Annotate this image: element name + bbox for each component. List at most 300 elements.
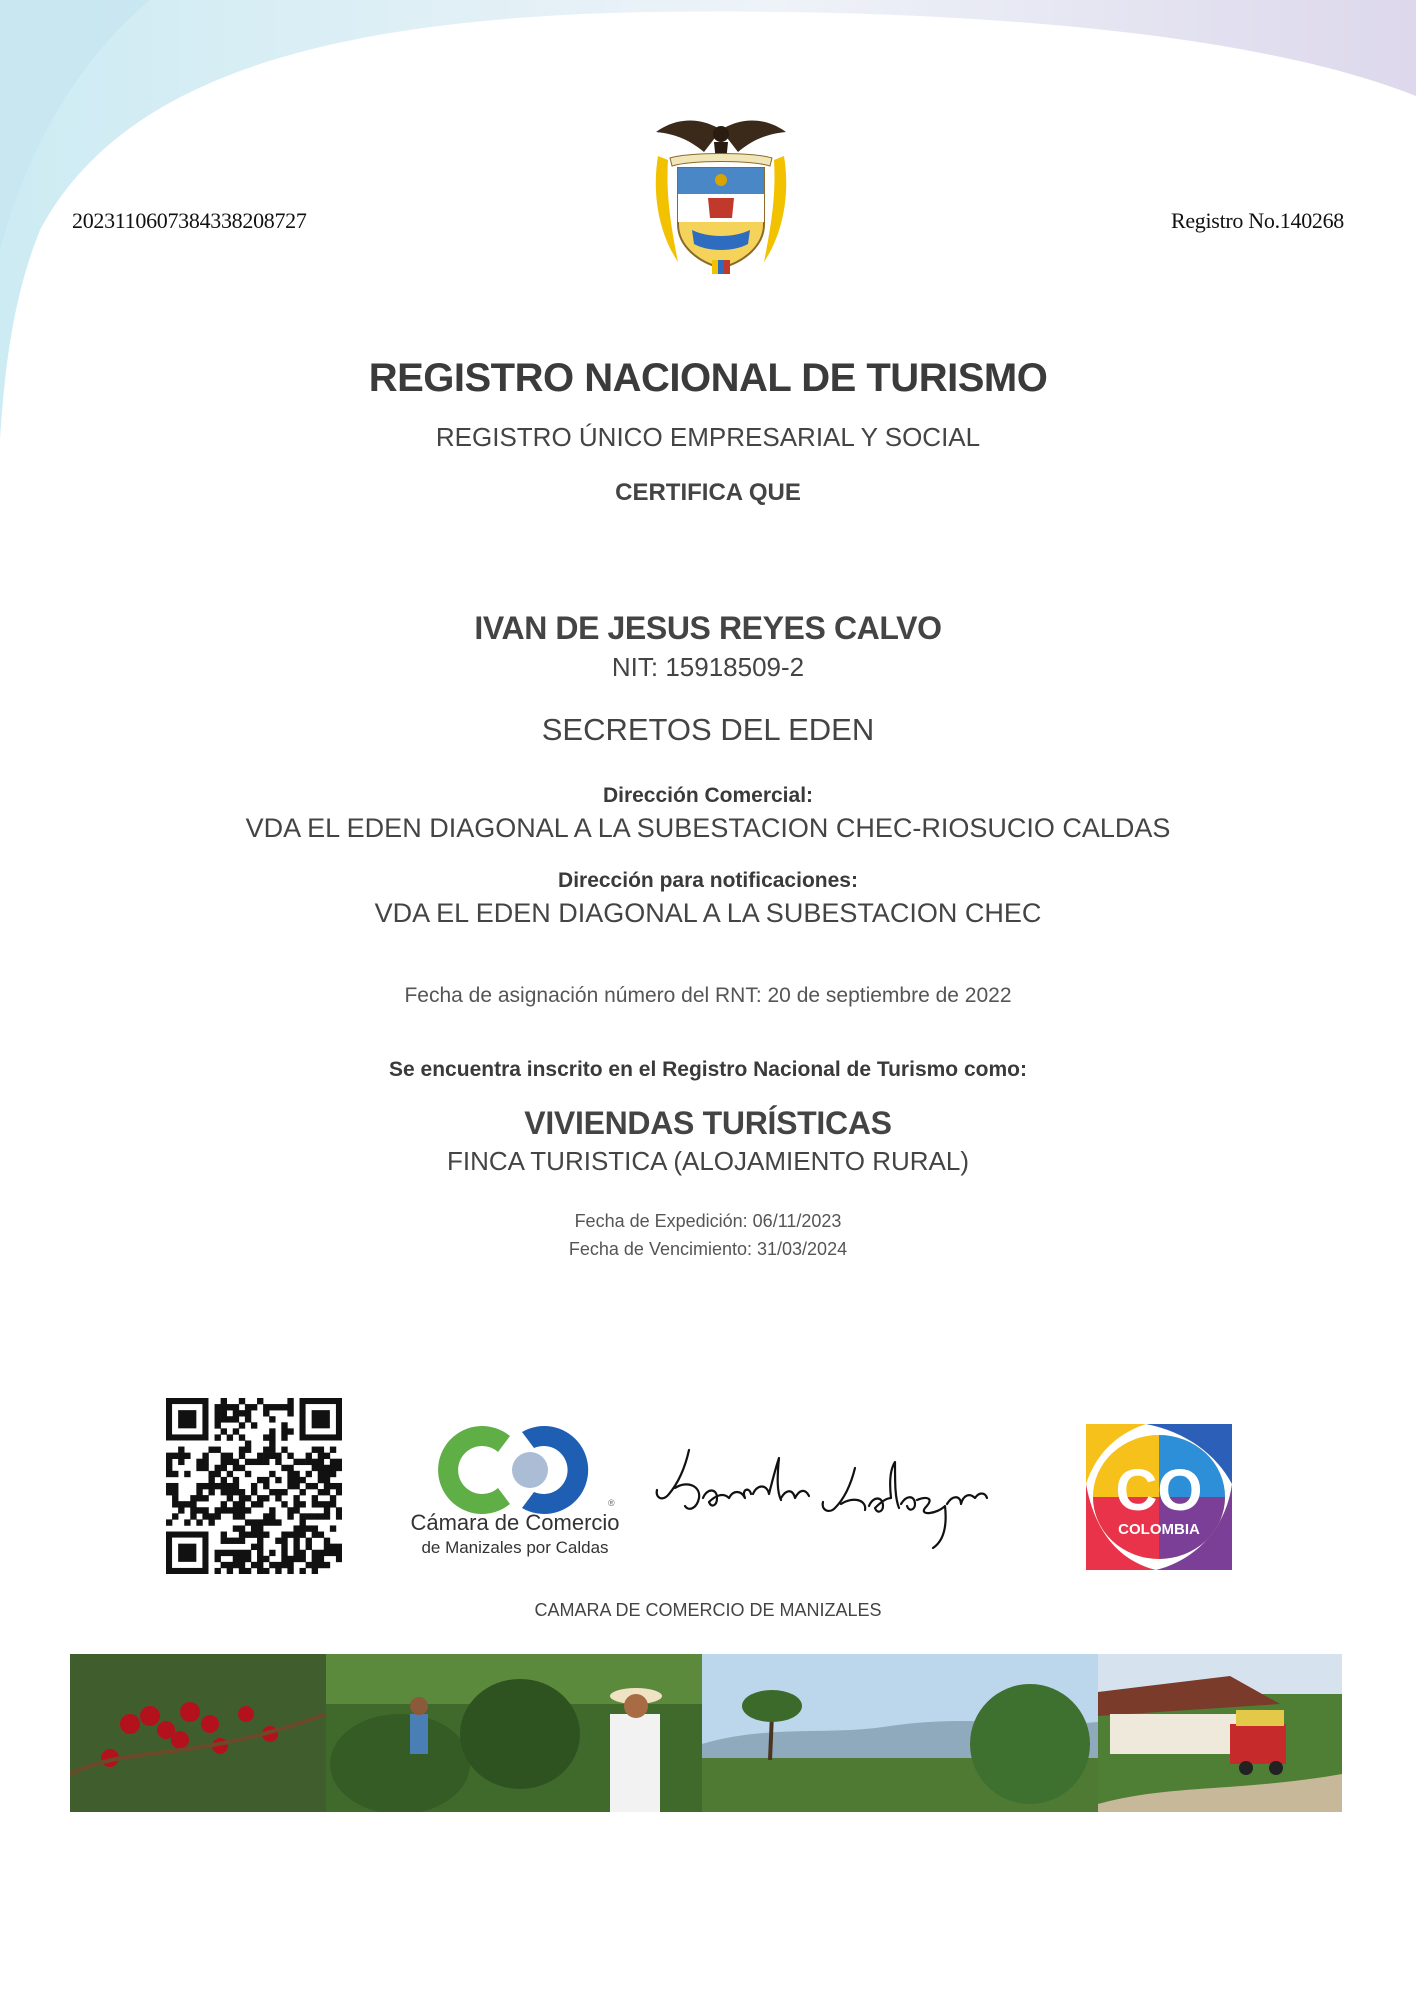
qr-module bbox=[190, 1501, 196, 1507]
qr-module bbox=[263, 1513, 269, 1519]
qr-module bbox=[251, 1562, 257, 1568]
qr-module bbox=[257, 1525, 263, 1531]
qr-module bbox=[281, 1434, 287, 1440]
qr-module bbox=[227, 1471, 233, 1477]
qr-module bbox=[251, 1404, 257, 1410]
qr-module bbox=[239, 1501, 245, 1507]
qr-module bbox=[336, 1483, 342, 1489]
qr-module bbox=[208, 1513, 214, 1519]
qr-module bbox=[239, 1568, 245, 1574]
qr-module bbox=[227, 1550, 233, 1556]
qr-module bbox=[330, 1471, 336, 1477]
qr-module bbox=[330, 1550, 336, 1556]
qr-module bbox=[239, 1513, 245, 1519]
qr-module bbox=[227, 1538, 233, 1544]
qr-module bbox=[227, 1483, 233, 1489]
qr-module bbox=[245, 1459, 251, 1465]
qr-module bbox=[287, 1513, 293, 1519]
qr-module bbox=[306, 1453, 312, 1459]
qr-module bbox=[215, 1513, 221, 1519]
document-number: 2023110607384338208727 bbox=[72, 208, 307, 233]
qr-module bbox=[245, 1519, 251, 1525]
qr-module bbox=[239, 1562, 245, 1568]
qr-module bbox=[221, 1562, 227, 1568]
qr-module bbox=[196, 1459, 202, 1465]
qr-module bbox=[300, 1568, 306, 1574]
qr-module bbox=[312, 1568, 318, 1574]
qr-module bbox=[239, 1434, 245, 1440]
qr-module bbox=[221, 1416, 227, 1422]
qr-module bbox=[233, 1483, 239, 1489]
qr-module bbox=[336, 1465, 342, 1471]
qr-module bbox=[312, 1501, 318, 1507]
qr-module bbox=[275, 1477, 281, 1483]
qr-module bbox=[306, 1525, 312, 1531]
qr-module bbox=[269, 1428, 275, 1434]
qr-module bbox=[324, 1501, 330, 1507]
qr-module bbox=[196, 1489, 202, 1495]
qr-module bbox=[233, 1465, 239, 1471]
qr-module bbox=[245, 1550, 251, 1556]
qr-module bbox=[227, 1562, 233, 1568]
qr-module bbox=[190, 1513, 196, 1519]
qr-module bbox=[245, 1471, 251, 1477]
qr-module bbox=[287, 1556, 293, 1562]
qr-module bbox=[293, 1538, 299, 1544]
qr-module bbox=[269, 1404, 275, 1410]
qr-module bbox=[306, 1538, 312, 1544]
qr-module bbox=[324, 1550, 330, 1556]
qr-module bbox=[263, 1568, 269, 1574]
qr-module bbox=[245, 1532, 251, 1538]
qr-module bbox=[336, 1550, 342, 1556]
qr-module bbox=[306, 1562, 312, 1568]
colombia-co-logo bbox=[1086, 1424, 1232, 1570]
qr-module bbox=[269, 1519, 275, 1525]
qr-module bbox=[233, 1410, 239, 1416]
qr-module bbox=[293, 1471, 299, 1477]
qr-module bbox=[245, 1440, 251, 1446]
qr-module bbox=[336, 1556, 342, 1562]
qr-module bbox=[208, 1483, 214, 1489]
qr-module bbox=[221, 1453, 227, 1459]
qr-module bbox=[251, 1532, 257, 1538]
qr-module bbox=[287, 1477, 293, 1483]
notification-address-value: VDA EL EDEN DIAGONAL A LA SUBESTACION CHEC bbox=[374, 898, 1042, 928]
qr-module bbox=[245, 1495, 251, 1501]
qr-module bbox=[251, 1544, 257, 1550]
qr-module bbox=[275, 1538, 281, 1544]
qr-module bbox=[221, 1477, 227, 1483]
qr-module bbox=[215, 1550, 221, 1556]
qr-module bbox=[300, 1525, 306, 1531]
qr-module bbox=[221, 1459, 227, 1465]
qr-module bbox=[257, 1568, 263, 1574]
qr-module bbox=[269, 1507, 275, 1513]
qr-module bbox=[215, 1568, 221, 1574]
qr-module bbox=[221, 1550, 227, 1556]
camara-comercio-name: Cámara de Comercio bbox=[410, 1510, 620, 1535]
qr-module bbox=[275, 1404, 281, 1410]
qr-module bbox=[233, 1556, 239, 1562]
qr-module bbox=[178, 1447, 184, 1453]
qr-module bbox=[202, 1459, 208, 1465]
qr-module bbox=[306, 1544, 312, 1550]
qr-module bbox=[293, 1556, 299, 1562]
qr-module bbox=[275, 1495, 281, 1501]
qr-module bbox=[221, 1465, 227, 1471]
qr-module bbox=[215, 1471, 221, 1477]
certifica-heading: CERTIFICA QUE bbox=[615, 479, 801, 506]
qr-module bbox=[245, 1416, 251, 1422]
qr-module bbox=[293, 1459, 299, 1465]
qr-module bbox=[221, 1483, 227, 1489]
qr-module bbox=[318, 1532, 324, 1538]
qr-module bbox=[287, 1404, 293, 1410]
qr-module bbox=[281, 1447, 287, 1453]
qr-module bbox=[281, 1501, 287, 1507]
qr-module bbox=[306, 1471, 312, 1477]
qr-module bbox=[269, 1453, 275, 1459]
qr-module bbox=[324, 1507, 330, 1513]
qr-module bbox=[221, 1538, 227, 1544]
qr-module bbox=[312, 1459, 318, 1465]
qr-module bbox=[227, 1453, 233, 1459]
qr-module bbox=[215, 1422, 221, 1428]
qr-module bbox=[233, 1428, 239, 1434]
qr-module bbox=[318, 1447, 324, 1453]
qr-module bbox=[251, 1501, 257, 1507]
qr-module bbox=[300, 1489, 306, 1495]
qr-module bbox=[257, 1532, 263, 1538]
qr-module bbox=[172, 1483, 178, 1489]
qr-module bbox=[215, 1410, 221, 1416]
qr-module bbox=[178, 1459, 184, 1465]
qr-module bbox=[257, 1459, 263, 1465]
qr-module bbox=[239, 1556, 245, 1562]
qr-module bbox=[318, 1471, 324, 1477]
qr-module bbox=[312, 1495, 318, 1501]
qr-module bbox=[275, 1459, 281, 1465]
qr-module bbox=[251, 1459, 257, 1465]
qr-module bbox=[281, 1562, 287, 1568]
qr-module bbox=[245, 1507, 251, 1513]
qr-module bbox=[287, 1532, 293, 1538]
qr-module bbox=[330, 1495, 336, 1501]
qr-module bbox=[215, 1556, 221, 1562]
rnt-assignment-date: Fecha de asignación número del RNT: 20 de septiembre de 2022 bbox=[404, 984, 1012, 1007]
document-title: REGISTRO NACIONAL DE TURISMO bbox=[368, 356, 1048, 400]
qr-module bbox=[287, 1428, 293, 1434]
qr-module bbox=[196, 1507, 202, 1513]
qr-module bbox=[257, 1550, 263, 1556]
qr-module bbox=[300, 1501, 306, 1507]
qr-module bbox=[269, 1440, 275, 1446]
notification-address-label: Dirección para notificaciones: bbox=[558, 869, 858, 892]
qr-module bbox=[300, 1532, 306, 1538]
qr-module bbox=[227, 1416, 233, 1422]
qr-module bbox=[306, 1459, 312, 1465]
qr-module bbox=[336, 1507, 342, 1513]
qr-module bbox=[239, 1422, 245, 1428]
qr-module bbox=[324, 1513, 330, 1519]
qr-module bbox=[227, 1568, 233, 1574]
establishment-name: SECRETOS DEL EDEN bbox=[541, 712, 875, 747]
qr-finder-pattern bbox=[312, 1410, 330, 1428]
qr-module bbox=[233, 1404, 239, 1410]
qr-module bbox=[202, 1465, 208, 1471]
qr-module bbox=[239, 1447, 245, 1453]
qr-module bbox=[281, 1465, 287, 1471]
qr-module bbox=[227, 1434, 233, 1440]
qr-module bbox=[233, 1489, 239, 1495]
qr-module bbox=[239, 1538, 245, 1544]
commercial-address-label: Dirección Comercial: bbox=[602, 784, 814, 807]
category-main: VIVIENDAS TURÍSTICAS bbox=[524, 1105, 892, 1141]
qr-module bbox=[227, 1507, 233, 1513]
qr-module bbox=[330, 1459, 336, 1465]
qr-module bbox=[318, 1459, 324, 1465]
qr-code[interactable] bbox=[166, 1398, 342, 1574]
qr-module bbox=[178, 1501, 184, 1507]
holder-name: IVAN DE JESUS REYES CALVO bbox=[474, 610, 942, 646]
qr-module bbox=[239, 1550, 245, 1556]
qr-module bbox=[245, 1568, 251, 1574]
qr-module bbox=[233, 1525, 239, 1531]
qr-module bbox=[172, 1513, 178, 1519]
qr-module bbox=[251, 1489, 257, 1495]
signature bbox=[645, 1428, 1025, 1568]
qr-module bbox=[300, 1550, 306, 1556]
qr-module bbox=[251, 1519, 257, 1525]
qr-module bbox=[208, 1471, 214, 1477]
qr-module bbox=[300, 1513, 306, 1519]
qr-module bbox=[215, 1465, 221, 1471]
qr-module bbox=[281, 1544, 287, 1550]
qr-module bbox=[178, 1507, 184, 1513]
qr-module bbox=[227, 1459, 233, 1465]
qr-module bbox=[324, 1453, 330, 1459]
qr-module bbox=[318, 1489, 324, 1495]
qr-module bbox=[239, 1495, 245, 1501]
qr-module bbox=[221, 1501, 227, 1507]
qr-module bbox=[257, 1495, 263, 1501]
qr-module bbox=[324, 1544, 330, 1550]
qr-module bbox=[190, 1507, 196, 1513]
qr-module bbox=[330, 1465, 336, 1471]
qr-module bbox=[318, 1465, 324, 1471]
qr-module bbox=[263, 1519, 269, 1525]
svg-text:®: ® bbox=[608, 1498, 615, 1508]
registro-number: Registro No.140268 bbox=[1170, 208, 1344, 233]
qr-module bbox=[269, 1513, 275, 1519]
category-sub: FINCA TURISTICA (ALOJAMIENTO RURAL) bbox=[446, 1146, 969, 1176]
qr-module bbox=[275, 1562, 281, 1568]
qr-module bbox=[287, 1410, 293, 1416]
qr-module bbox=[263, 1532, 269, 1538]
qr-module bbox=[251, 1525, 257, 1531]
camara-comercio-subname: de Manizales por Caldas bbox=[421, 1538, 609, 1557]
qr-module bbox=[312, 1447, 318, 1453]
qr-module bbox=[281, 1550, 287, 1556]
qr-module bbox=[275, 1489, 281, 1495]
qr-module bbox=[275, 1453, 281, 1459]
qr-module bbox=[221, 1428, 227, 1434]
qr-module bbox=[257, 1398, 263, 1404]
qr-module bbox=[233, 1501, 239, 1507]
qr-module bbox=[233, 1538, 239, 1544]
qr-module bbox=[233, 1477, 239, 1483]
qr-module bbox=[202, 1513, 208, 1519]
qr-module bbox=[239, 1398, 245, 1404]
qr-module bbox=[312, 1465, 318, 1471]
qr-module bbox=[221, 1489, 227, 1495]
qr-module bbox=[227, 1489, 233, 1495]
colombia-coat-of-arms-icon bbox=[648, 112, 794, 278]
qr-module bbox=[312, 1532, 318, 1538]
qr-module bbox=[293, 1477, 299, 1483]
commercial-address-value: VDA EL EDEN DIAGONAL A LA SUBESTACION CHEC-RIOSUCIO CALDAS bbox=[245, 813, 1171, 843]
qr-module bbox=[287, 1465, 293, 1471]
qr-module bbox=[336, 1459, 342, 1465]
qr-module bbox=[312, 1483, 318, 1489]
qr-module bbox=[245, 1410, 251, 1416]
qr-module bbox=[281, 1422, 287, 1428]
qr-module bbox=[287, 1483, 293, 1489]
qr-module bbox=[257, 1453, 263, 1459]
camara-caption: CAMARA DE COMERCIO DE MANIZALES bbox=[534, 1600, 882, 1620]
qr-module bbox=[202, 1507, 208, 1513]
qr-module bbox=[324, 1562, 330, 1568]
qr-module bbox=[263, 1410, 269, 1416]
qr-module bbox=[312, 1562, 318, 1568]
qr-module bbox=[318, 1513, 324, 1519]
qr-module bbox=[202, 1453, 208, 1459]
qr-module bbox=[239, 1525, 245, 1531]
qr-module bbox=[263, 1477, 269, 1483]
qr-module bbox=[239, 1410, 245, 1416]
qr-module bbox=[293, 1507, 299, 1513]
qr-module bbox=[166, 1489, 172, 1495]
qr-module bbox=[263, 1459, 269, 1465]
qr-module bbox=[312, 1513, 318, 1519]
qr-module bbox=[293, 1501, 299, 1507]
qr-module bbox=[233, 1562, 239, 1568]
qr-module bbox=[215, 1404, 221, 1410]
qr-finder-pattern bbox=[178, 1410, 196, 1428]
qr-module bbox=[257, 1538, 263, 1544]
qr-module bbox=[318, 1501, 324, 1507]
qr-module bbox=[281, 1556, 287, 1562]
qr-module bbox=[166, 1459, 172, 1465]
qr-module bbox=[281, 1489, 287, 1495]
qr-module bbox=[172, 1489, 178, 1495]
qr-module bbox=[330, 1525, 336, 1531]
qr-module bbox=[257, 1562, 263, 1568]
qr-module bbox=[233, 1416, 239, 1422]
qr-module bbox=[251, 1483, 257, 1489]
qr-module bbox=[263, 1495, 269, 1501]
coffee-landscape-photo-strip bbox=[70, 1654, 1342, 1812]
qr-module bbox=[245, 1556, 251, 1562]
qr-module bbox=[287, 1562, 293, 1568]
qr-module bbox=[300, 1556, 306, 1562]
qr-module bbox=[233, 1550, 239, 1556]
qr-module bbox=[293, 1544, 299, 1550]
qr-module bbox=[269, 1489, 275, 1495]
qr-module bbox=[287, 1471, 293, 1477]
qr-module bbox=[257, 1477, 263, 1483]
qr-module bbox=[312, 1556, 318, 1562]
qr-module bbox=[324, 1483, 330, 1489]
qr-module bbox=[227, 1495, 233, 1501]
qr-module bbox=[221, 1532, 227, 1538]
qr-module bbox=[275, 1568, 281, 1574]
qr-module bbox=[336, 1513, 342, 1519]
qr-module bbox=[166, 1465, 172, 1471]
qr-module bbox=[202, 1495, 208, 1501]
qr-module bbox=[306, 1513, 312, 1519]
co-logo-subtext: COLOMBIA bbox=[1118, 1521, 1200, 1538]
qr-module bbox=[257, 1556, 263, 1562]
document-subtitle: REGISTRO ÚNICO EMPRESARIAL Y SOCIAL bbox=[435, 422, 981, 452]
inscrito-label: Se encuentra inscrito en el Registro Nacional de Turismo como: bbox=[389, 1058, 1027, 1081]
qr-module bbox=[281, 1538, 287, 1544]
qr-module bbox=[215, 1483, 221, 1489]
qr-module bbox=[269, 1434, 275, 1440]
qr-module bbox=[263, 1404, 269, 1410]
qr-module bbox=[312, 1525, 318, 1531]
qr-module bbox=[300, 1477, 306, 1483]
qr-module bbox=[269, 1471, 275, 1477]
qr-module bbox=[281, 1404, 287, 1410]
qr-module bbox=[330, 1447, 336, 1453]
qr-module bbox=[215, 1507, 221, 1513]
qr-module bbox=[172, 1471, 178, 1477]
qr-module bbox=[257, 1501, 263, 1507]
qr-module bbox=[287, 1398, 293, 1404]
qr-module bbox=[184, 1471, 190, 1477]
qr-module bbox=[239, 1465, 245, 1471]
qr-module bbox=[172, 1453, 178, 1459]
qr-module bbox=[324, 1471, 330, 1477]
qr-module bbox=[293, 1495, 299, 1501]
qr-module bbox=[318, 1562, 324, 1568]
qr-module bbox=[293, 1525, 299, 1531]
qr-module bbox=[251, 1422, 257, 1428]
qr-module bbox=[221, 1398, 227, 1404]
qr-module bbox=[166, 1453, 172, 1459]
qr-module bbox=[269, 1562, 275, 1568]
qr-module bbox=[318, 1556, 324, 1562]
qr-module bbox=[263, 1434, 269, 1440]
qr-module bbox=[269, 1550, 275, 1556]
qr-module bbox=[233, 1459, 239, 1465]
qr-module bbox=[324, 1465, 330, 1471]
qr-module bbox=[330, 1483, 336, 1489]
qr-module bbox=[239, 1453, 245, 1459]
qr-module bbox=[196, 1483, 202, 1489]
qr-module bbox=[330, 1501, 336, 1507]
qr-module bbox=[300, 1459, 306, 1465]
qr-module bbox=[318, 1477, 324, 1483]
qr-module bbox=[318, 1550, 324, 1556]
qr-module bbox=[257, 1544, 263, 1550]
qr-module bbox=[172, 1501, 178, 1507]
qr-module bbox=[227, 1404, 233, 1410]
qr-module bbox=[166, 1483, 172, 1489]
qr-module bbox=[306, 1483, 312, 1489]
